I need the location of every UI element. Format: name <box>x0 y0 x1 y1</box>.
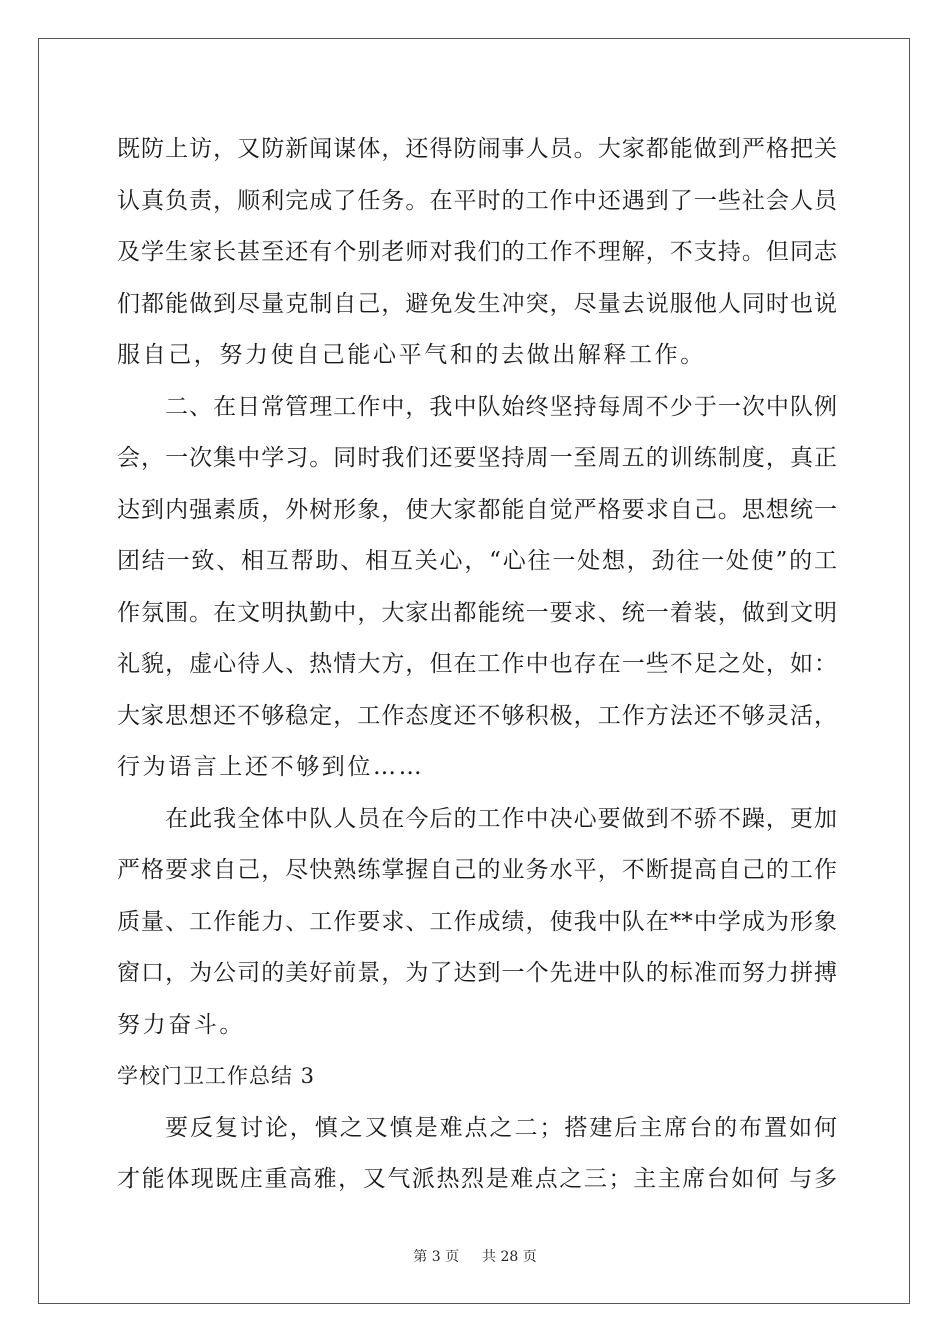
section-title: 学校门卫工作总结 3 <box>117 1064 316 1088</box>
text-line: 质量、工作能力、工作要求、工作成绩，使我中队在**中学成为形象 <box>117 908 837 935</box>
text-line: 严格要求自己，尽快熟练掌握自己的业务水平，不断提高自己的工作 <box>117 857 837 883</box>
text-line: 大家思想还不够稳定，工作态度还不够积极，工作方法还不够灵活， <box>117 702 837 729</box>
text-line: 行为语言上还不够到位…… <box>117 754 425 780</box>
text-line: 二、在日常管理工作中，我中队始终坚持每周不少于一次中队例 <box>165 393 837 420</box>
text-line: 努力奋斗。 <box>117 1011 245 1038</box>
text-line: 在此我全体中队人员在今后的工作中决心要做到不骄不躁，更加 <box>165 805 837 832</box>
text-line: 服自己，努力使自己能心平气和的去做出解释工作。 <box>117 342 706 368</box>
text-line: 既防上访，又防新闻谋体，还得防闹事人员。大家都能做到严格把关 <box>117 136 837 162</box>
page-total: 共 28 页 <box>482 1249 537 1265</box>
text-line: 要反复讨论，慎之又慎是难点之二；搭建后主席台的布置如何 <box>165 1114 837 1141</box>
text-line: 作氛围。在文明执勤中，大家出都能统一要求、统一着装，做到文明 <box>117 599 837 626</box>
text-line: 认真负责，顺利完成了任务。在平时的工作中还遇到了一些社会人员 <box>117 187 837 214</box>
paragraph <box>117 382 837 794</box>
text-line: 窗口，为公司的美好前景，为了达到一个先进中队的标准而努力拼搏 <box>117 960 837 986</box>
text-line: 会，一次集中学习。同时我们还要坚持周一至周五的训练制度，真正 <box>117 445 837 471</box>
paragraph <box>117 124 837 382</box>
text-line: 团结一致、相互帮助、相互关心，“心往一处想，劲往一处使”的工 <box>117 548 837 574</box>
paragraph <box>117 1103 837 1206</box>
text-line: 及学生家长甚至还有个别老师对我们的工作不理解，不支持。但同志 <box>117 239 837 265</box>
page-number: 第 3 页 <box>413 1249 460 1265</box>
document-body <box>117 124 837 1206</box>
text-line: 礼貌，虚心待人、热情大方，但在工作中也存在一些不足之处，如： <box>117 651 837 677</box>
text-line: 才能体现既庄重高雅，又气派热烈是难点之三；主主席台如何 与多 <box>117 1166 837 1192</box>
paragraph <box>117 794 837 1052</box>
page-footer <box>0 1246 950 1266</box>
text-line: 达到内强素质，外树形象，使大家都能自觉严格要求自己。思想统一 <box>117 496 837 523</box>
text-line: 们都能做到尽量克制自己，避免发生冲突，尽量去说服他人同时也说 <box>117 290 837 317</box>
